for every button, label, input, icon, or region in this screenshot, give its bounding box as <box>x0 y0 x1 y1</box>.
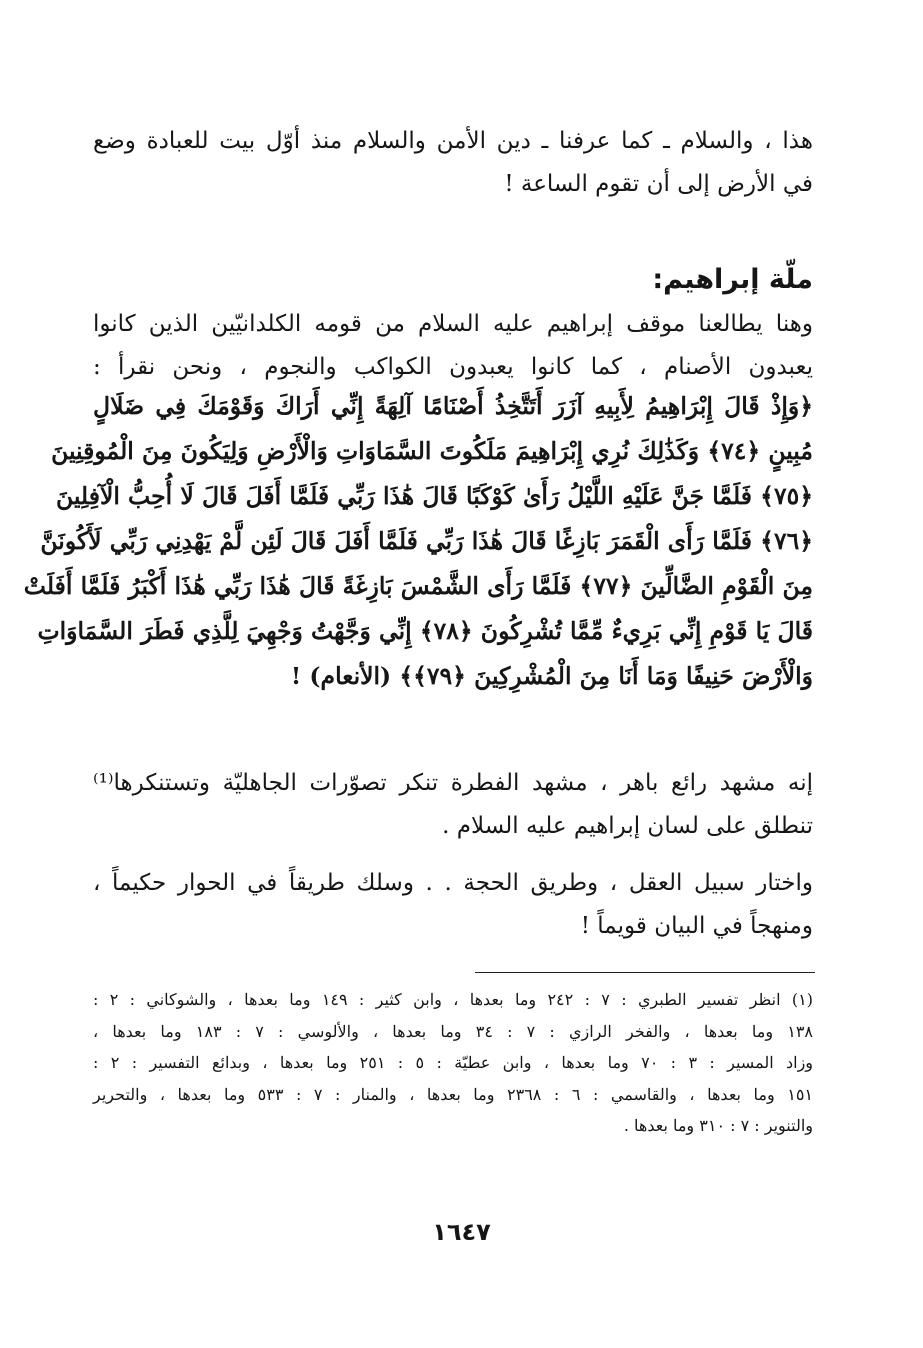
verse-line: ﴿وَإِذْ قَالَ إِبْرَاهِيمُ لِأَبِيهِ آزَرَ أَتَتَّخِذُ أَصْنَامًا آلِهَةً إِنِّي أَرَاكَ وَقَوْمَكَ فِي ضَلَالٍ <box>93 392 813 420</box>
verse-line: مِنَ الْقَوْمِ الضَّالِّينَ ﴿٧٧﴾ فَلَمَّا رَأَى الشَّمْسَ بَازِغَةً قَالَ هَٰذَا رَبِّي هَٰذَا أَكْبَرُ فَلَمَّا أَفَلَتْ <box>23 572 813 600</box>
footnote-line: وزاد المسير : ٣ : ٧٠ وما بعدها ، وابن عطيّة : ٥ : ٢٥١ وما بعدها ، وبدائع التفسير : ٢ : <box>93 1053 814 1072</box>
text-line: في الأرض إلى أن تقوم الساعة ! <box>504 171 813 197</box>
text-line: يعبدون الأصنام ، كما كانوا يعبدون الكواكب والنجوم ، ونحن نقرأ : <box>93 354 813 380</box>
intro-paragraph <box>93 120 813 206</box>
footnote-line: (١) انظر تفسير الطبري : ٧ : ٢٤٢ وما بعدها ، وابن كثير : ١٤٩ وما بعدها ، والشوكاني : ٢ : <box>93 990 813 1009</box>
commentary-paragraph <box>93 762 813 848</box>
verse-line: ﴿٧٦﴾ فَلَمَّا رَأَى الْقَمَرَ بَازِغًا قَالَ هَٰذَا رَبِّي فَلَمَّا أَفَلَ قَالَ لَئِن لَّمْ يَهْدِنِي رَبِّي لَأَكُونَنَّ <box>40 527 813 555</box>
page-number: ١٦٤٧ <box>432 1218 491 1246</box>
footnote-block <box>93 984 813 1142</box>
verse-line: مُبِينٍ ﴿٧٤﴾ وَكَذَٰلِكَ نُرِي إِبْرَاهِيمَ مَلَكُوتَ السَّمَاوَاتِ وَالْأَرْضِ وَلِيَكُونَ مِنَ الْمُوقِنِينَ <box>51 437 813 465</box>
verse-line: ﴿٧٥﴾ فَلَمَّا جَنَّ عَلَيْهِ اللَّيْلُ رَأَىٰ كَوْكَبًا قَالَ هَٰذَا رَبِّي فَلَمَّا أَفَلَ قَالَ لَا أُحِبُّ الْآفِلِينَ <box>55 482 813 510</box>
section-heading: ملّة إبراهيم: <box>652 264 813 295</box>
footnote-line: ١٥١ وما بعدها ، والقاسمي : ٦ : ٢٣٦٨ وما بعدها ، والمنار : ٧ : ٥٣٣ وما بعدها ، والتحرير <box>93 1084 813 1104</box>
footnote-divider <box>475 972 815 973</box>
text-line: وهنا يطالعنا موقف إبراهيم عليه السلام من قومه الكلدانيّين الذين كانوا <box>93 311 813 337</box>
section-intro-paragraph <box>93 303 813 389</box>
text-line: واختار سبيل العقل ، وطريق الحجة . . وسلك طريقاً في الحوار حكيماً ، <box>93 870 813 896</box>
closing-paragraph <box>93 862 813 948</box>
footnote-line: ١٣٨ وما بعدها ، والفخر الرازي : ٧ : ٣٤ وما بعدها ، والألوسي : ٧ : ١٨٣ وما بعدها ، <box>93 1021 814 1041</box>
text-line: ومنهجاً في البيان قويماً ! <box>580 913 813 939</box>
quran-verse-block <box>23 384 813 699</box>
text-line: إنه مشهد رائع باهر ، مشهد الفطرة تنكر تصوّرات الجاهليّة وتستنكرها⁽¹⁾ <box>93 770 813 796</box>
footnote-line: والتنوير : ٧ : ٣١٠ وما بعدها . <box>623 1116 813 1135</box>
verse-line: وَالْأَرْضَ حَنِيفًا وَمَا أَنَا مِنَ الْمُشْرِكِينَ ﴿٧٩﴾﴾ (الأنعام) ! <box>290 662 813 690</box>
text-line: هذا ، والسلام ـ كما عرفنا ـ دين الأمن والسلام منذ أوّل بيت للعبادة وضع <box>93 128 813 154</box>
text-line: تنطلق على لسان إبراهيم عليه السلام . <box>442 813 813 839</box>
verse-line: قَالَ يَا قَوْمِ إِنِّي بَرِيءٌ مِّمَّا تُشْرِكُونَ ﴿٧٨﴾ إِنِّي وَجَّهْتُ وَجْهِيَ لِلَّذِي فَطَرَ السَّمَاوَاتِ <box>37 617 813 645</box>
